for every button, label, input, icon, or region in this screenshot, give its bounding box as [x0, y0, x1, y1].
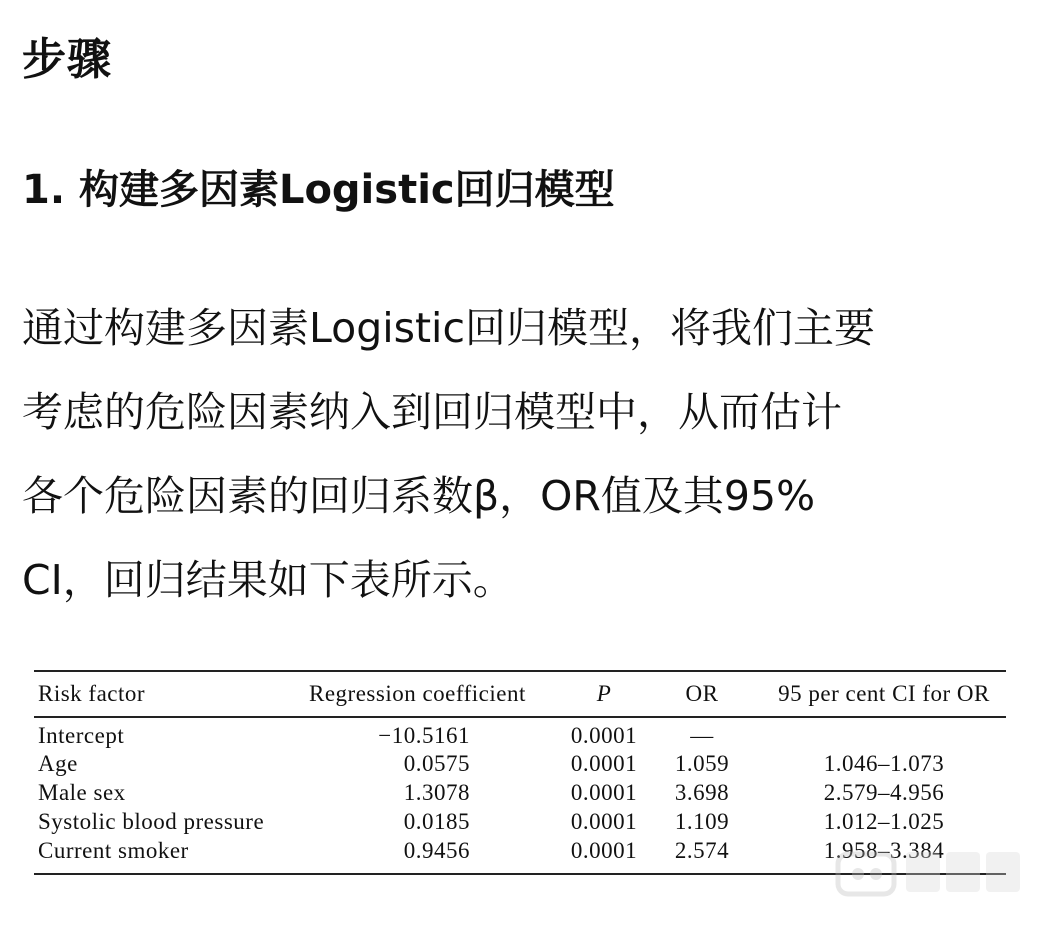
cell-regression-coefficient: 0.9456 — [403, 838, 470, 863]
header-regression-coefficient: Regression coefficient — [309, 681, 526, 706]
table-row — [34, 807, 1006, 836]
cell-p-value: 0.0001 — [570, 780, 638, 805]
body-paragraph — [22, 286, 1032, 622]
cell-odds-ratio: 1.059 — [674, 751, 730, 776]
cell-confidence-interval: 1.046–1.073 — [823, 751, 945, 776]
header-confidence-interval: 95 per cent CI for OR — [778, 681, 990, 706]
cell-odds-ratio: — — [690, 723, 714, 748]
cell-risk-factor: Systolic blood pressure — [38, 809, 265, 834]
cell-odds-ratio: 2.574 — [674, 838, 730, 863]
table-row — [34, 721, 1006, 750]
cell-regression-coefficient: 0.0185 — [403, 809, 470, 834]
table-header-row — [34, 678, 1006, 710]
cell-p-value: 0.0001 — [570, 838, 638, 863]
watermark-logo — [832, 840, 1032, 900]
cell-confidence-interval: 2.579–4.956 — [823, 780, 945, 805]
header-p-value: P — [596, 681, 612, 706]
table-top-rule — [34, 670, 1006, 672]
cell-confidence-interval: 1.012–1.025 — [823, 809, 945, 834]
header-odds-ratio: OR — [685, 681, 719, 706]
paragraph-line: CI，回归结果如下表所示。 — [22, 556, 514, 604]
table-row — [34, 749, 1006, 778]
table-header-rule — [34, 716, 1006, 718]
cell-regression-coefficient: 0.0575 — [403, 751, 470, 776]
table-row — [34, 778, 1006, 807]
cell-confidence-interval: 1.958–3.384 — [823, 838, 945, 863]
header-risk-factor: Risk factor — [38, 681, 146, 706]
cell-risk-factor: Male sex — [38, 780, 126, 805]
cell-risk-factor: Age — [38, 751, 78, 776]
cell-regression-coefficient: 1.3078 — [403, 780, 470, 805]
cell-risk-factor: Current smoker — [38, 838, 189, 863]
paragraph-line: 考虑的危险因素纳入到回归模型中，从而估计 — [22, 388, 842, 436]
paragraph-line: 通过构建多因素Logistic回归模型，将我们主要 — [22, 304, 875, 352]
cell-p-value: 0.0001 — [570, 809, 638, 834]
paragraph-line: 各个危险因素的回归系数β，OR值及其95% — [22, 472, 816, 520]
cell-odds-ratio: 3.698 — [674, 780, 730, 805]
section-heading: 步骤 — [22, 34, 112, 85]
cell-risk-factor: Intercept — [38, 723, 125, 748]
cell-odds-ratio: 1.109 — [674, 809, 730, 834]
cell-regression-coefficient: −10.5161 — [378, 723, 470, 748]
cell-p-value: 0.0001 — [570, 723, 638, 748]
step-title: 1. 构建多因素Logistic回归模型 — [22, 167, 615, 213]
cell-p-value: 0.0001 — [570, 751, 638, 776]
